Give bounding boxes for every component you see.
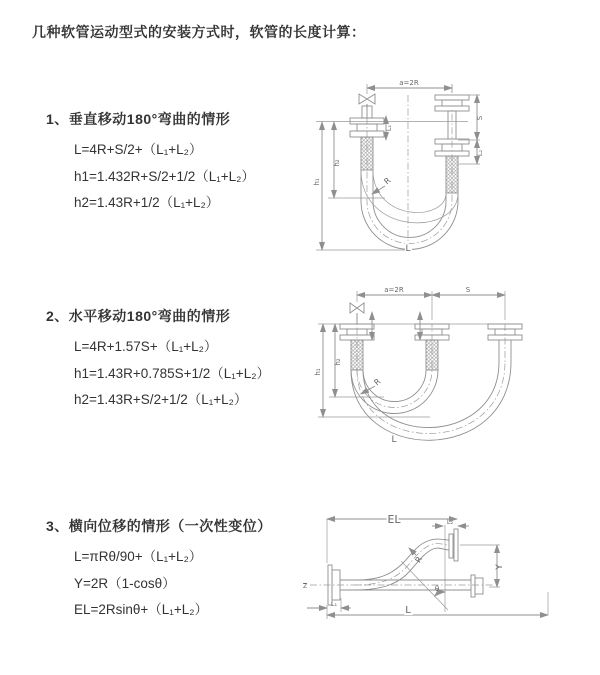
formula-line: L=πRθ/90+（L₁+L₂）	[74, 549, 203, 564]
dim-label-h2: h₂	[334, 358, 342, 366]
section-2-formulas	[74, 334, 270, 414]
formula-line: h2=1.43R+S/2+1/2（L₁+L₂）	[74, 392, 248, 407]
dimension-l2	[476, 140, 484, 164]
hose-u-bend-position-b	[351, 362, 511, 440]
dim-label-l: L	[391, 435, 397, 445]
dim-label-h2: h₂	[333, 159, 341, 167]
dimension-h1	[313, 122, 322, 250]
dim-label-h1: h₁	[314, 368, 322, 376]
dimension-s	[432, 286, 505, 295]
dim-label-y: Y	[495, 564, 505, 570]
upper-flange-assembly	[449, 529, 458, 561]
formula-line: h1=1.43R+0.785S+1/2（L₁+L₂）	[74, 365, 270, 381]
centerlines	[367, 95, 452, 252]
section-2-heading: 2、水平移动180°弯曲的情形	[46, 308, 231, 324]
dim-label-a2r: a=2R	[399, 79, 419, 87]
dimension-l1	[385, 116, 393, 140]
dim-label-l1: L₁	[330, 600, 338, 608]
section-2	[46, 306, 346, 407]
diagram-vertical-180-bend	[308, 70, 553, 260]
angle-theta	[401, 561, 448, 610]
dimension-h2	[333, 122, 341, 198]
lower-flange-assembly	[471, 575, 483, 597]
dim-label-l2: L₂	[446, 518, 454, 526]
dim-label-r: R	[372, 376, 383, 388]
valve-icon	[350, 303, 364, 324]
section-1-heading: 1、垂直移动180°弯曲的情形	[46, 111, 231, 127]
dim-label-el: EL	[387, 513, 401, 526]
dim-label-r: R	[382, 175, 393, 187]
dim-label-l: L	[405, 244, 411, 254]
dim-label-l: L	[405, 605, 411, 616]
dimension-a2r	[357, 286, 505, 320]
formula-line: L=4R+S/2+（L₁+L₂）	[74, 142, 203, 157]
dim-label-r: R	[413, 555, 425, 565]
formula-line: h2=1.43R+1/2（L₁+L₂）	[74, 195, 220, 210]
dimension-y	[460, 545, 505, 587]
centerlines	[357, 314, 505, 434]
dimension-a2r	[367, 79, 452, 94]
dim-label-theta: θ	[434, 585, 440, 593]
dim-label-h1: h₁	[313, 178, 321, 186]
hose-u-bend	[361, 170, 458, 249]
dimension-el	[327, 513, 457, 563]
dim-label-a2r: a=2R	[384, 286, 404, 294]
formula-line: h1=1.432R+S/2+1/2（L₁+L₂）	[74, 168, 255, 184]
dim-label-s: S	[476, 115, 484, 121]
dim-label-s: S	[465, 286, 471, 294]
page-title: 几种软管运动型式的安装方式时，软管的长度计算：	[32, 24, 366, 40]
dim-label-l1: L₁	[385, 124, 393, 132]
right-flange-assembly	[435, 84, 469, 193]
hose-s-curve	[340, 539, 449, 590]
section-3-formulas	[74, 544, 208, 624]
dim-label-l2: L₂	[476, 149, 484, 157]
section-3-heading: 3、横向位移的情形（一次性变位）	[46, 518, 272, 534]
section-1-formulas	[74, 137, 255, 217]
diagram-horizontal-180-bend	[310, 282, 590, 452]
section-1	[46, 109, 346, 210]
axis-mark: Z	[303, 583, 308, 590]
straight-pipe	[310, 580, 493, 590]
formula-line: Y=2R（1-cosθ）	[74, 575, 176, 591]
fitting-dimensions	[372, 312, 420, 340]
formula-line: EL=2Rsinθ+（L₁+L₂）	[74, 602, 208, 617]
diagram-lateral-displacement	[298, 498, 598, 653]
reference-lines	[316, 122, 468, 251]
formula-line: L=4R+1.57S+（L₁+L₂）	[74, 339, 218, 354]
radius-callout	[409, 548, 424, 564]
dimension-l	[327, 592, 548, 619]
